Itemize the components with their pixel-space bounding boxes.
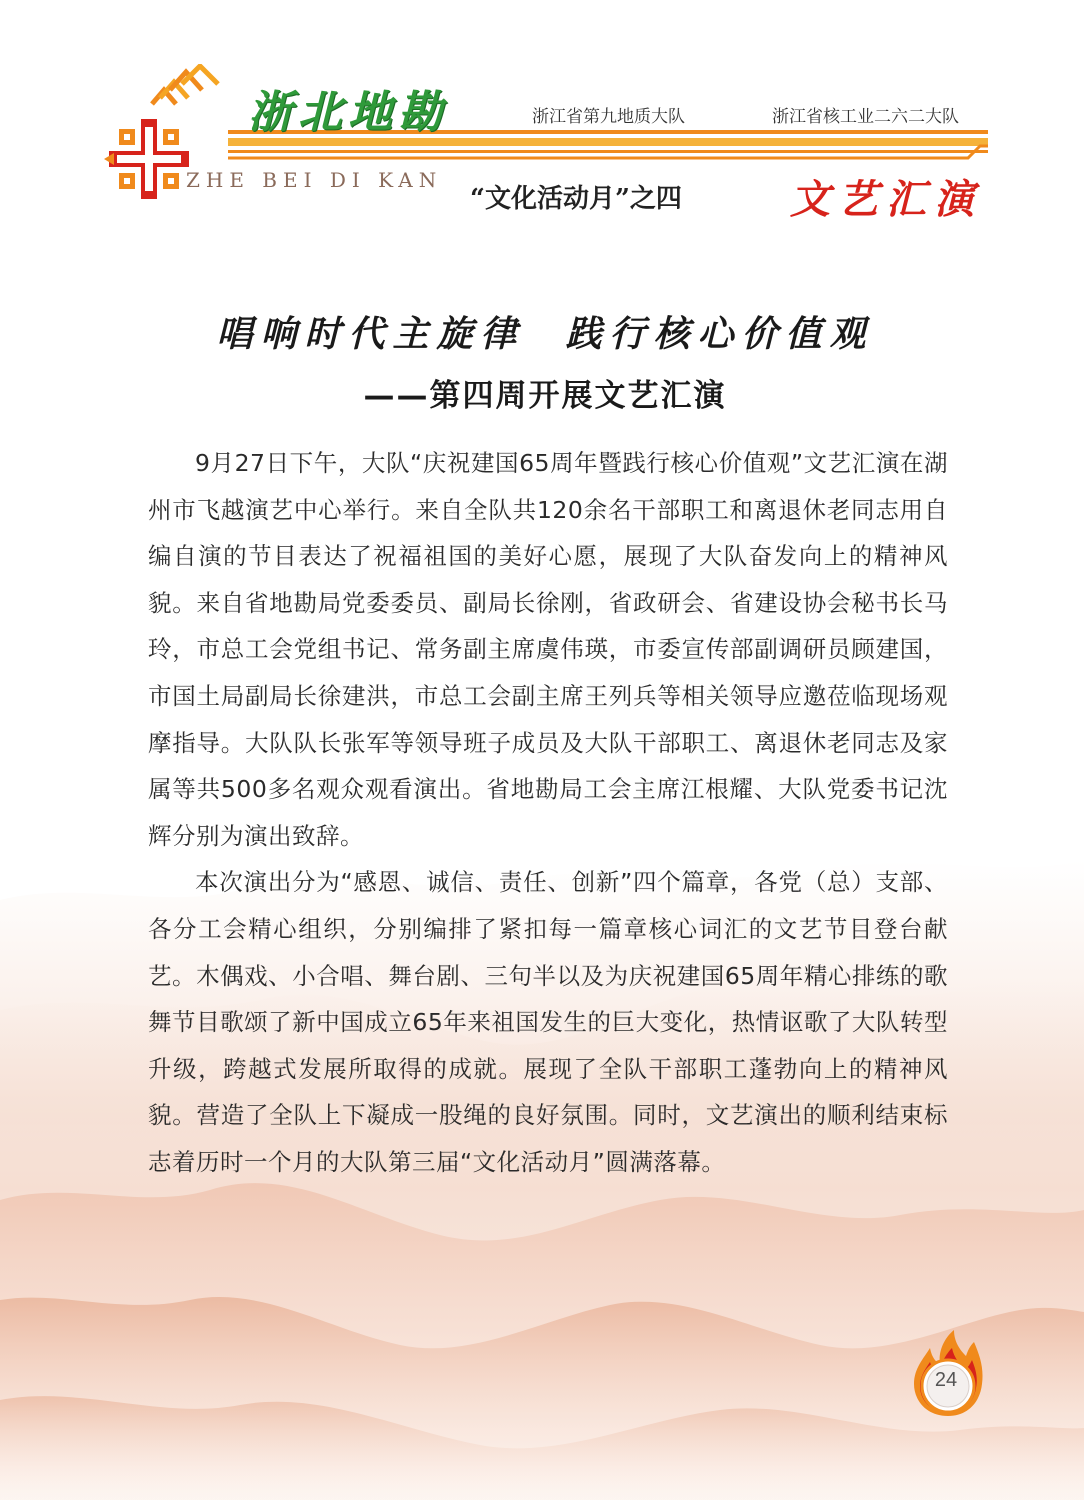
organization-right: 浙江省核工业二六二大队	[772, 107, 959, 127]
article-paragraph: 本次演出分为“感恩、诚信、责任、创新”四个篇章，各党（总）支部、各分工会精心组织，分别编排了紧扣每一篇章核心词汇的文艺节目登台献艺。木偶戏、小合唱、舞台剧、三句半以及为庆祝建国65周年精心排练的歌舞节目歌颂了新中国成立65年来祖国发生的巨大变化，热情讴歌了大队转型升级，跨越式发展所取得的成就。展现了全队干部职工蓬勃向上的精神风貌。营造了全队上下凝成一股绳的良好氛围。同时，文艺演出的顺利结束标志着历时一个月的大队第三届“文化活动月”圆满落幕。	[148, 868, 948, 1176]
article-body	[148, 440, 948, 1186]
page-number: 24	[934, 1369, 958, 1391]
article-paragraph: 9月27日下午，大队“庆祝建国65周年暨践行核心价值观”文艺汇演在湖州市飞越演艺中心举行。来自全队共120余名干部职工和离退休老同志用自编自演的节目表达了祝福祖国的美好心愿，展现了大队奋发向上的精神风貌。来自省地勘局党委委员、副局长徐刚，省政研会、省建设协会秘书长马玲，市总工会党组书记、常务副主席虞伟瑛，市委宣传部副调研员顾建国，市国土局副局长徐建洪，市总工会副主席王列兵等相关领导应邀莅临现场观摩指导。大队队长张军等领导班子成员及大队干部职工、离退休老同志及家属等共500多名观众观看演出。省地勘局工会主席江根耀、大队党委书记沈辉分别为演出致辞。	[148, 449, 948, 850]
article-subheadline: ——第四周开展文艺汇演	[363, 378, 727, 414]
brand-title: 浙北地勘	[248, 87, 448, 138]
brand-latin-title: ZHE BEI DI KAN	[186, 168, 443, 192]
article-headline: 唱响时代主旋律 践行核心价值观	[216, 313, 874, 355]
section-label: 文艺汇演	[790, 176, 982, 223]
organization-left: 浙江省第九地质大队	[532, 107, 685, 127]
series-label: “文化活动月”之四	[470, 184, 682, 214]
